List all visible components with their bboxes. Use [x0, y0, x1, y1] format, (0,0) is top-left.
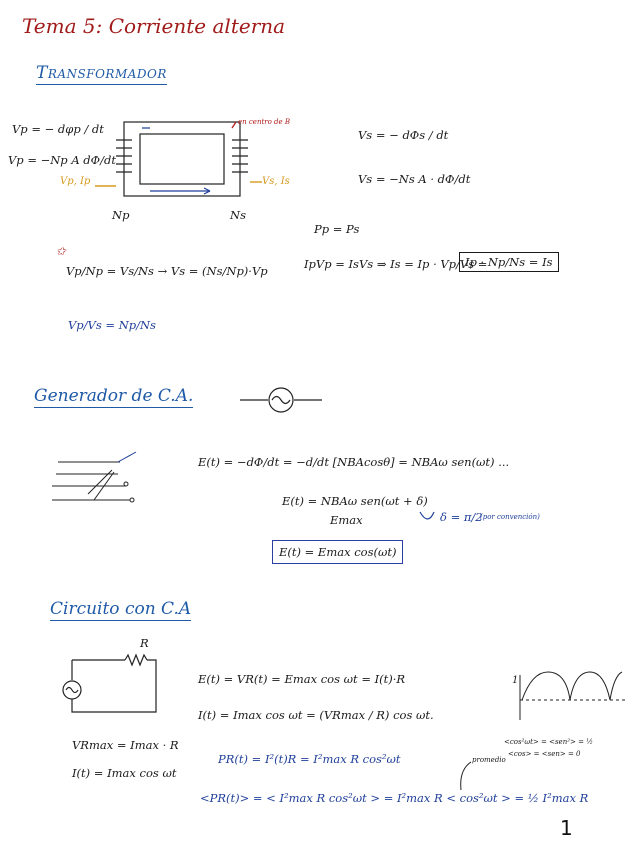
eq-circuito-left-1: VRmax = Imax · R [72, 738, 179, 752]
eq-power: IpVp = IsVs ⇒ Is = Ip · Vp/Vs = [304, 257, 488, 271]
cos-squared-graph [520, 672, 625, 720]
graph-axis-label: 1 [512, 675, 519, 686]
graph-note-2: <cos> = <sen> = 0 [508, 750, 581, 758]
section-heading-generador: Generador de C.A. [34, 386, 194, 406]
eq-generador-2: E(t) = NBAω sen(ωt + δ) [282, 494, 428, 508]
label-ns: Ns [230, 208, 246, 222]
section-heading-transformador: Transformador [36, 63, 167, 83]
eq-vs: Vs = − dΦs / dt [358, 128, 449, 142]
delta-note-2: (por convención) [480, 513, 540, 521]
eq-generador-emax: Emax [330, 513, 363, 527]
eq-ratio-blue: Vp/Vs = Np/Ns [68, 318, 156, 332]
star-mark: ✩ [56, 244, 66, 258]
eq-current-boxed: Ip · Np/Ns = Is [459, 252, 559, 272]
eq-circuito-left-2: I(t) = Imax cos ωt [72, 766, 177, 780]
eq-generador-boxed: E(t) = Emax cos(ωt) [272, 540, 403, 564]
eq-vp: Vp = − dφp / dt [12, 122, 104, 136]
eq-vp-2: Vp = −Np A dΦ/dt [8, 153, 116, 167]
transformer-core-figure [116, 122, 248, 196]
page-number: 1 [560, 816, 573, 840]
graph-note-1: <cos²ωt> = <sen²> = ½ [504, 738, 593, 746]
eq-power-equal: Pp = Ps [314, 222, 360, 236]
ac-circuit-figure [63, 655, 156, 712]
label-vp-ip: Vp, Ip [60, 176, 91, 187]
label-vs-is: Vs, Is [262, 176, 290, 187]
eq-circuito-2: I(t) = Imax cos ωt = (VRmax / R) cos ωt. [198, 708, 434, 722]
section-heading-circuito: Circuito con C.A [50, 599, 192, 619]
eq-power-r: PR(t) = I²(t)R = I²max R cos²ωt [218, 752, 401, 766]
generator-symbol-figure [240, 388, 322, 412]
label-r: R [140, 636, 149, 650]
label-np: Np [112, 208, 130, 222]
eq-circuito-1: E(t) = VR(t) = Emax cos ωt = I(t)·R [198, 672, 406, 686]
eq-average-power: <PR(t)> = < I²max R cos²ωt > = I²max R < cos²ωt > = ½ I²max R [200, 791, 589, 805]
label-promedio: promedio [472, 756, 506, 764]
eq-generador-1: E(t) = −dΦ/dt = −d/dt [NBAcosθ] = NBAω sen(ωt) ... [198, 455, 510, 469]
eq-vs-2: Vs = −Ns A · dΦ/dt [358, 172, 471, 186]
eq-ratio: Vp/Np = Vs/Ns → Vs = (Ns/Np)·Vp [66, 264, 268, 278]
page-title: Tema 5: Corriente alterna [22, 14, 286, 38]
rotating-loop-figure [52, 452, 136, 502]
note-central: en centro de B [238, 118, 291, 126]
delta-note: δ = π/2 [440, 510, 483, 524]
